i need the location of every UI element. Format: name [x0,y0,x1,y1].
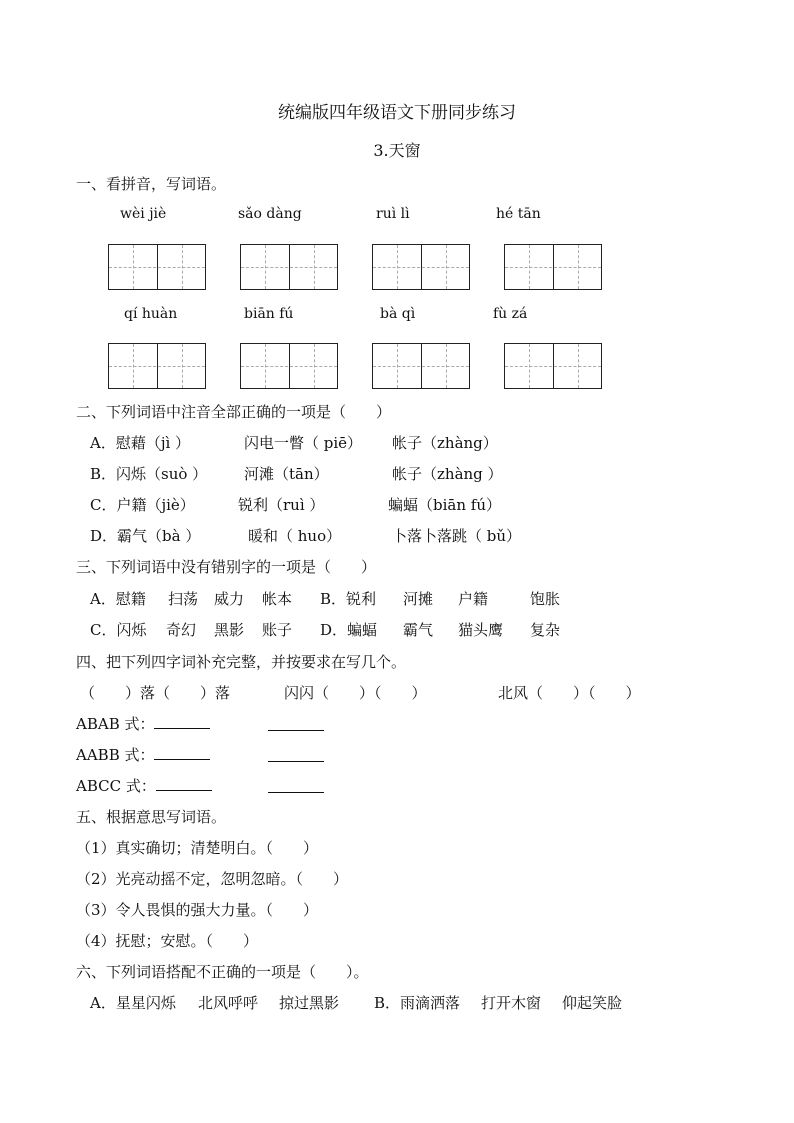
word: 打开木窗 [481,994,542,1012]
writing-grid[interactable] [240,343,338,389]
definition-item: （2）光亮动摇不定，忽明忽暗。（ ） [76,870,349,888]
word: A．星星闪烁 [90,994,176,1012]
word: 河摊 [403,590,434,608]
writing-grid[interactable] [504,343,602,389]
writing-grid[interactable] [504,244,602,290]
definition-item: （1）真实确切；清楚明白。（ ） [76,839,319,857]
word: 黑影 [214,621,245,639]
answer-blank[interactable] [154,745,210,760]
writing-grid[interactable] [108,343,206,389]
word: 猫头鹰 [458,621,504,639]
word: 饱胀 [530,590,561,608]
fill-phrase[interactable]: 北风（ ）（ ） [498,684,641,702]
answer-blank[interactable] [154,714,210,729]
word: D．蝙蝠 [320,621,378,639]
answer-blank[interactable] [268,747,324,762]
lesson-title: 3.天窗 [373,141,421,160]
option-a-word3: 帐子（zhàng） [392,434,498,452]
pattern-label: ABCC 式： [76,777,156,795]
option-d-word2: 暖和（ huo） [248,527,342,545]
word: 户籍 [458,590,489,608]
page-title: 统编版四年级语文下册同步练习 [278,103,516,123]
pinyin-label: hé tān [496,206,541,222]
option-b: B．闪烁（suò ） [90,465,208,483]
pattern-label: AABB 式： [76,746,155,764]
word: B．锐利 [320,590,377,608]
section-1-heading: 一、看拼音，写词语。 [76,175,227,193]
word: B．雨滴洒落 [374,994,461,1012]
pinyin-label: bà qì [380,306,416,322]
fill-phrase[interactable]: 闪闪（ ）（ ） [284,684,427,702]
writing-grid[interactable] [108,244,206,290]
writing-grid[interactable] [240,244,338,290]
fill-phrase[interactable]: （ ）落（ ）落 [80,684,231,702]
section-5-heading: 五、根据意思写词语。 [76,808,227,826]
option-d: D．霸气（bà ） [90,527,201,545]
word: 仰起笑脸 [562,994,623,1012]
writing-grid[interactable] [372,244,470,290]
section-2-heading: 二、下列词语中注音全部正确的一项是（ ） [76,403,392,421]
option-c: C．户籍（jiè） [90,496,195,514]
pinyin-label: qí huàn [124,306,178,322]
word: 帐本 [262,590,293,608]
pinyin-label: sǎo dàng [238,206,302,222]
section-6-heading: 六、下列词语搭配不正确的一项是（ ）。 [76,963,369,981]
word: 奇幻 [166,621,197,639]
section-3-heading: 三、下列词语中没有错别字的一项是（ ） [76,558,377,576]
option-d-word3: 卜落卜落跳（ bǔ） [392,527,522,545]
answer-blank[interactable] [268,778,324,793]
pinyin-label: biān fú [244,306,294,322]
word: C．闪烁 [90,621,147,639]
pinyin-label: wèi jiè [120,206,167,222]
definition-item: （4）抚慰；安慰。（ ） [76,932,259,950]
option-c-word2: 锐利（ruì ） [238,496,325,514]
word: 掠过黑影 [279,994,340,1012]
word: 扫荡 [168,590,199,608]
answer-blank[interactable] [156,776,212,791]
word: 北风呼呼 [198,994,259,1012]
writing-grid[interactable] [372,343,470,389]
pinyin-label: fù zá [493,306,528,322]
section-4-heading: 四、把下列四字词补充完整，并按要求在写几个。 [76,653,407,671]
definition-item: （3）令人畏惧的强大力量。（ ） [76,901,319,919]
answer-blank[interactable] [268,716,324,731]
word: 账子 [262,621,293,639]
option-b-word3: 帐子（zhàng ） [392,465,503,483]
pinyin-label: ruì lì [376,206,410,222]
option-b-word2: 河滩（tān） [244,465,329,483]
word: 威力 [214,590,245,608]
option-c-word3: 蝙蝠（biān fú） [388,496,501,514]
option-a: A．慰藉（jì ） [90,434,191,452]
pattern-label: ABAB 式： [76,715,155,733]
word: A．慰籍 [90,590,146,608]
option-a-word2: 闪电一瞥（ piē） [244,434,363,452]
word: 复杂 [530,621,561,639]
word: 霸气 [403,621,434,639]
